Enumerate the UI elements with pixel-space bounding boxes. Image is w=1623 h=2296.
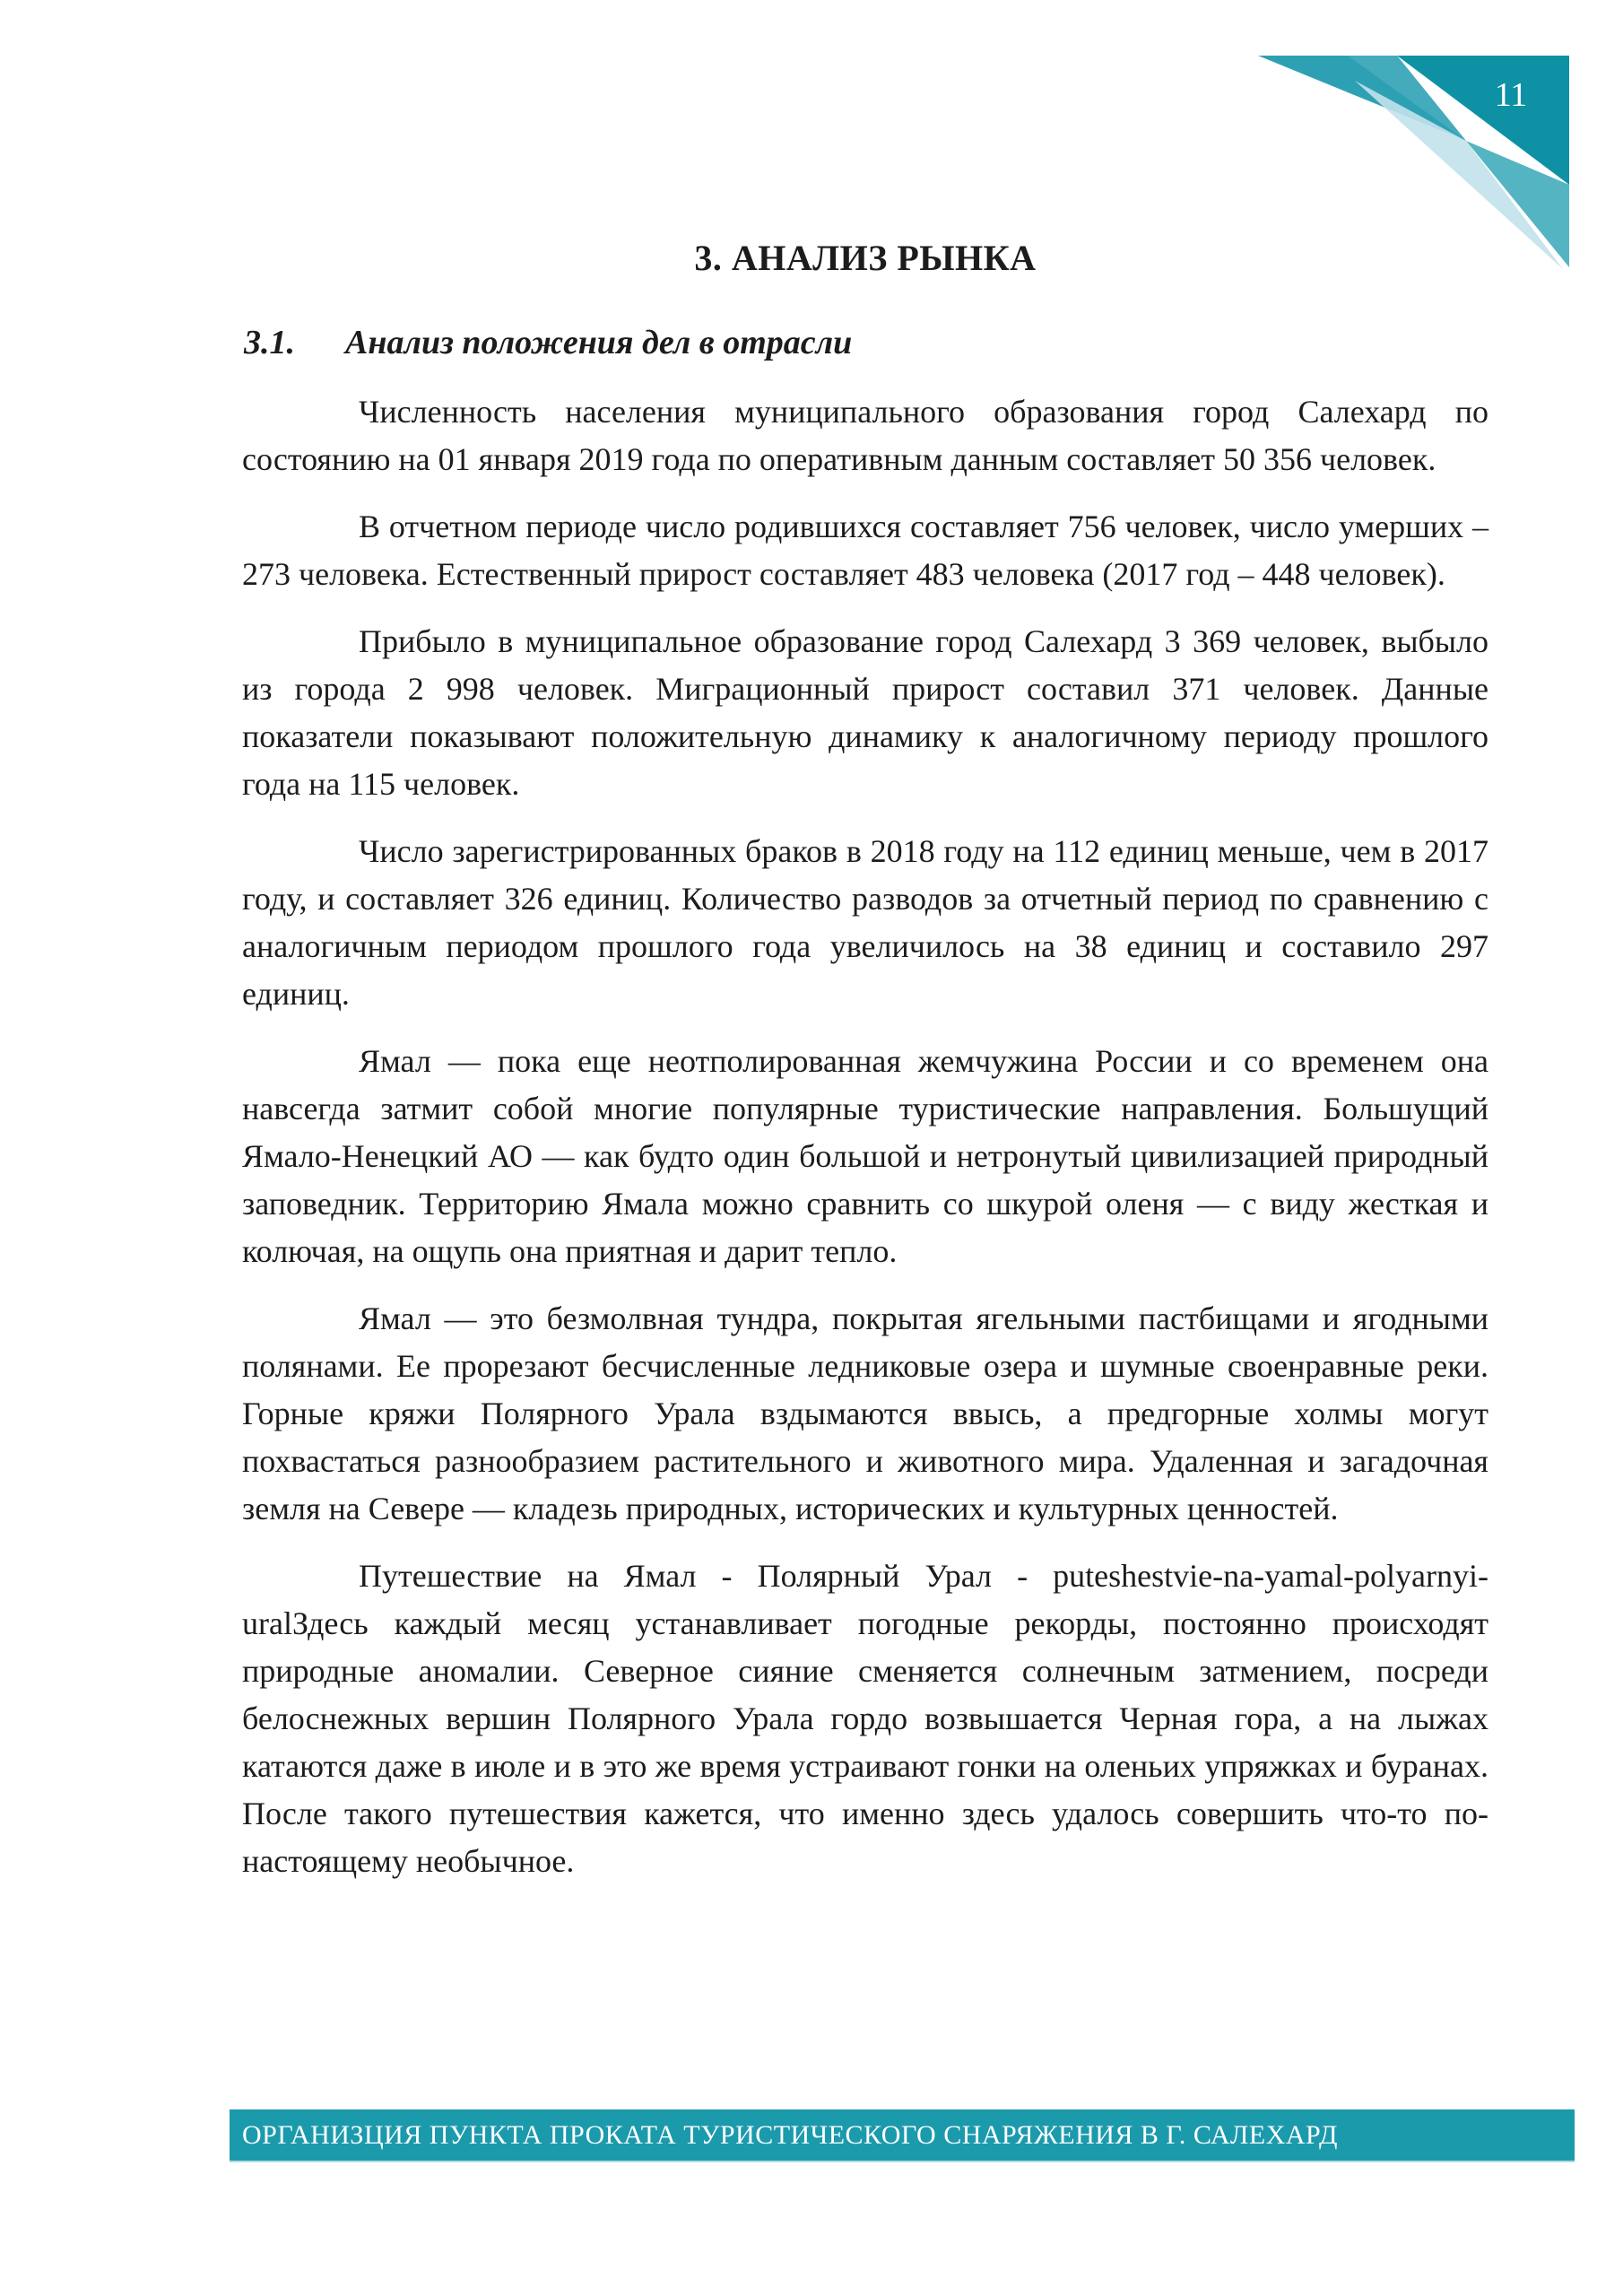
page-number: 11 xyxy=(1494,76,1528,114)
chapter-title: 3. АНАЛИЗ РЫНКА xyxy=(694,238,1037,278)
paragraph: Ямал — это безмолвная тундра, покрытая ягельными пастбищами и ягодными полянами. Ее прорезают бесчисленные ледниковые озера и шумные своенравные реки. Горные кряжи Полярного Урала вздымаются ввысь, а предгорные холмы могут похвастаться разнообразием растительного и животного мира. Удаленная и загадочная земля на Севере — кладезь природных, исторических и культурных ценностей. xyxy=(242,1300,1488,1526)
section-number: 3.1. xyxy=(244,324,295,361)
section-heading xyxy=(244,321,1488,364)
paragraph: Прибыло в муниципальное образование город Салехард 3 369 человек, выбыло из города 2 998 человек. Миграционный прирост составил 371 человек. Данные показатели показывают положительную динамику к аналогичному периоду прошлого года на 115 человек. xyxy=(242,623,1488,802)
content-column xyxy=(242,0,1488,1905)
paragraph: Ямал — пока еще неотполированная жемчужина России и со временем она навсегда затмит собой многие популярные туристические направления. Большущий Ямало-Ненецкий АО — как будто один большой и нетронутый цивилизацией природный заповедник. Территорию Ямала можно сравнить со шкурой оленя — с виду жесткая и колючая, на ощупь она приятная и дарит тепло. xyxy=(242,1043,1488,1269)
paragraph: Путешествие на Ямал - Полярный Урал - puteshestvie-na-yamal-polyarnyi-uralЗдесь каждый месяц устанавливает погодные рекорды, постоянно происходят природные аномалии. Северное сияние сменяется солнечным затмением, посреди белоснежных вершин Полярного Урала гордо возвышается Черная гора, а на лыжах катаются даже в июле и в это же время устраивают гонки на оленьих упряжках и буранах. После такого путешествия кажется, что именно здесь удалось совершить что-то по-настоящему необычное. xyxy=(242,1558,1488,1879)
section-title: Анализ положения дел в отрасли xyxy=(345,324,853,361)
paragraph: Число зарегистрированных браков в 2018 году на 112 единиц меньше, чем в 2017 году, и составляет 326 единиц. Количество разводов за отчетный период по сравнению с аналогичным периодом прошлого года увеличилось на 38 единиц и составило 297 единиц. xyxy=(242,833,1488,1012)
paragraphs xyxy=(242,388,1488,1885)
paragraph: В отчетном периоде число родившихся составляет 756 человек, число умерших – 273 человека. Естественный прирост составляет 483 человека (2017 год – 448 человек). xyxy=(242,509,1488,592)
paragraph: Численность населения муниципального образования город Салехард по состоянию на 01 января 2019 года по оперативным данным составляет 50 356 человек. xyxy=(242,394,1488,477)
footer-bar xyxy=(230,2109,1575,2161)
footer-title: ОРГАНИЗЦИЯ ПУНКТА ПРОКАТА ТУРИСТИЧЕСКОГО СНАРЯЖЕНИЯ В Г. САЛЕХАРД xyxy=(242,2119,1338,2150)
